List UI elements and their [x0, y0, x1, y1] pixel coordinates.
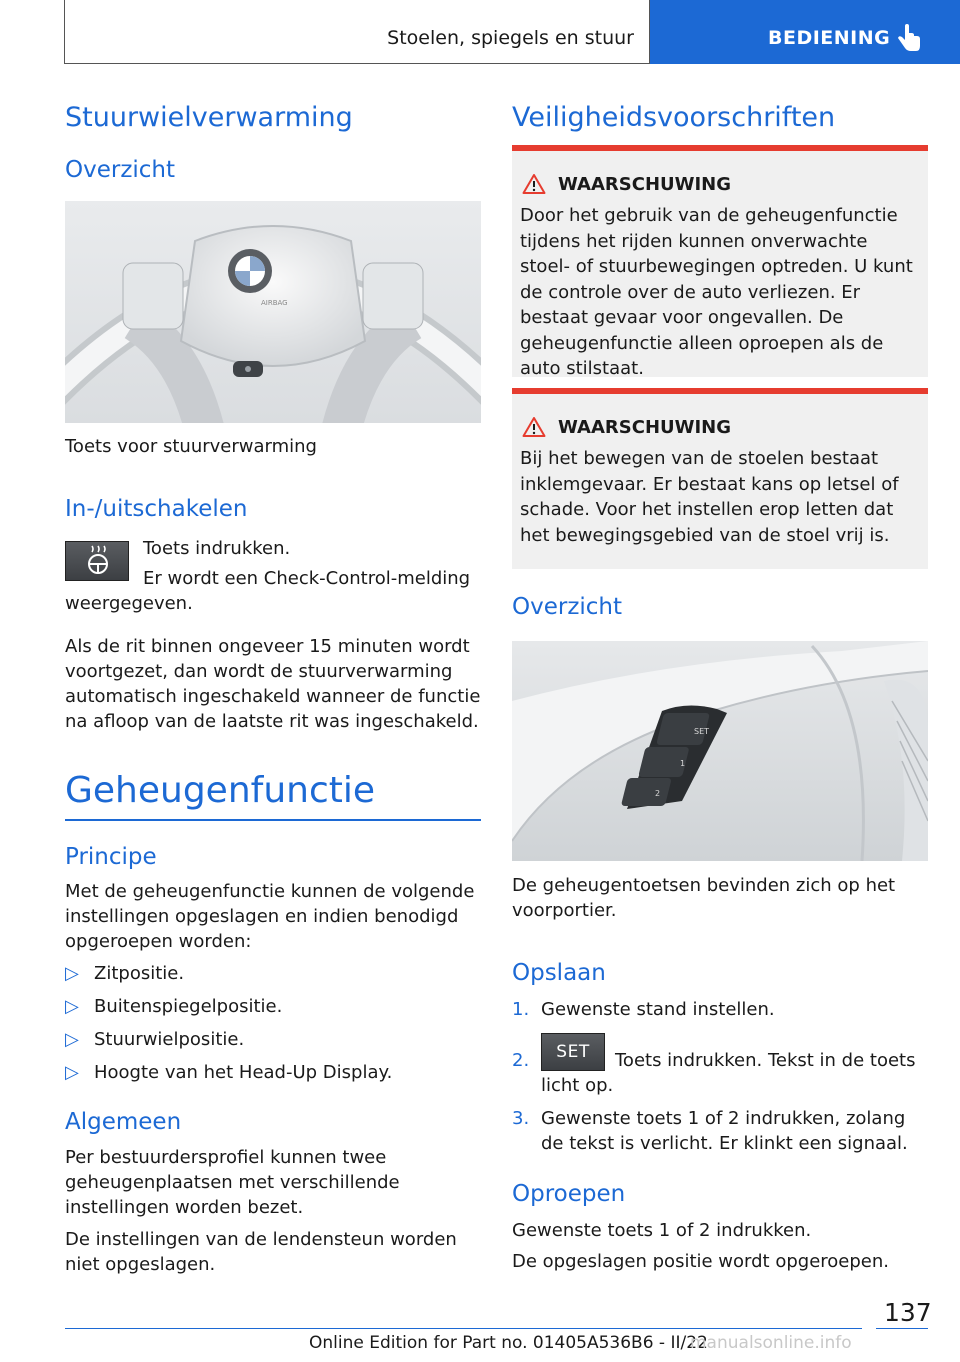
page-number: 137	[884, 1298, 932, 1327]
principle-list	[65, 961, 481, 1085]
list-item: ▷ Stuurwielpositie.	[65, 1029, 245, 1050]
step-number: 1.	[512, 999, 530, 1020]
warning-box-memory	[512, 145, 928, 377]
header-section-title: Stoelen, spiegels en stuur	[387, 27, 634, 49]
header-chapter-label: BEDIENING	[768, 27, 891, 49]
warning-text: Door het gebruik van de geheugenfunctie tijdens het rijden kunnen onverwachte stoel- of stuurbewegingen optreden. U kunt de controle over de auto verliezen. Er bestaat gevaar voor ongevallen. De geheugenfunctie alleen oproepen als de auto stilstaat.	[520, 205, 913, 379]
warning-title: WAARSCHUWING	[558, 416, 732, 438]
steering-wheel-photo	[65, 201, 481, 423]
on-off-heading: In-/uitschakelen	[65, 496, 248, 522]
airbag-label: AIRBAG	[261, 299, 288, 307]
overview-heading-left: Overzicht	[65, 157, 176, 183]
recall-text-press: Gewenste toets 1 of 2 indrukken.	[512, 1220, 812, 1241]
general-heading: Algemeen	[65, 1109, 182, 1135]
step-text: Toets indrukken. Tekst in de toets licht op.	[541, 1050, 916, 1096]
set-key-icon: SET	[541, 1033, 605, 1071]
memory-title-rule	[65, 819, 481, 821]
safety-instructions-title: Veiligheidsvoorschriften	[512, 102, 836, 133]
door-button-1-label: 1	[680, 759, 686, 768]
footer-rule	[65, 1328, 862, 1329]
on-off-message-text: Er wordt een Check-Control-melding weergegeven.	[65, 568, 471, 614]
door-photo-caption: De geheugentoetsen bevinden zich op het voorportier.	[512, 875, 896, 921]
door-button-2-label: 2	[655, 789, 661, 798]
principle-text: Met de geheugenfunctie kunnen de volgende instellingen opgeslagen en indien benodigd opgeroepen worden:	[65, 881, 475, 952]
door-set-button-label: SET	[694, 727, 710, 736]
warning-triangle-icon	[522, 173, 546, 195]
triangle-bullet-icon: ▷	[65, 1029, 79, 1050]
triangle-bullet-icon: ▷	[65, 963, 79, 984]
on-off-step-text: Toets indrukken.	[143, 538, 291, 559]
recall-heading: Oproepen	[512, 1181, 626, 1207]
door-memory-buttons-photo	[512, 641, 928, 861]
principle-heading: Principe	[65, 844, 157, 870]
recall-text-result: De opgeslagen positie wordt opgeroepen.	[512, 1251, 889, 1272]
triangle-bullet-icon: ▷	[65, 1062, 79, 1083]
warning-triangle-icon	[522, 416, 546, 438]
list-item: ▷ Buitenspiegelpositie.	[65, 996, 283, 1017]
list-item: ▷ Hoogte van het Head-Up Display.	[65, 1062, 393, 1083]
general-text-lumbar: De instellingen van de lendensteun worden niet opgeslagen.	[65, 1229, 457, 1275]
step-number: 2.	[512, 1050, 530, 1071]
triangle-bullet-icon: ▷	[65, 996, 79, 1017]
store-heading: Opslaan	[512, 960, 606, 986]
footer-rule-right	[876, 1328, 928, 1329]
overview-heading-right: Overzicht	[512, 594, 623, 620]
pointing-hand-icon	[896, 24, 922, 54]
step-text: Gewenste stand instellen.	[541, 999, 775, 1020]
footer-edition: Online Edition for Part no. 01405A536B6 - II/22	[309, 1333, 708, 1353]
warning-text: Bij het bewegen van de stoelen bestaat inklemgevaar. Er bestaat kans op letsel of schade. Voor het instellen erop letten dat het bewegingsgebied van de stoel vrij is.	[520, 448, 899, 546]
step-number: 3.	[512, 1108, 530, 1129]
memory-function-title: Geheugenfunctie	[65, 770, 376, 811]
steering-wheel-heating-title: Stuurwielverwarming	[65, 102, 353, 133]
steering-photo-caption: Toets voor stuurverwarming	[65, 436, 317, 457]
step-text: Gewenste toets 1 of 2 indrukken, zolang de tekst is verlicht. Er klinkt een signaal.	[541, 1108, 908, 1154]
watermark: manualsonline.info	[690, 1333, 852, 1353]
on-off-continue-text: Als de rit binnen ongeveer 15 minuten wordt voortgezet, dan wordt de stuurverwarming automatisch ingeschakeld wanneer de functie na afloop van de laatste rit was ingeschakeld.	[65, 636, 481, 732]
warning-box-pinch	[512, 388, 928, 569]
general-text-profiles: Per bestuurdersprofiel kunnen twee geheugenplaatsen met verschillende instellingen worden bezet.	[65, 1147, 400, 1218]
list-item: ▷ Zitpositie.	[65, 963, 185, 984]
warning-title: WAARSCHUWING	[558, 173, 732, 195]
header-chapter-tab	[650, 0, 960, 64]
